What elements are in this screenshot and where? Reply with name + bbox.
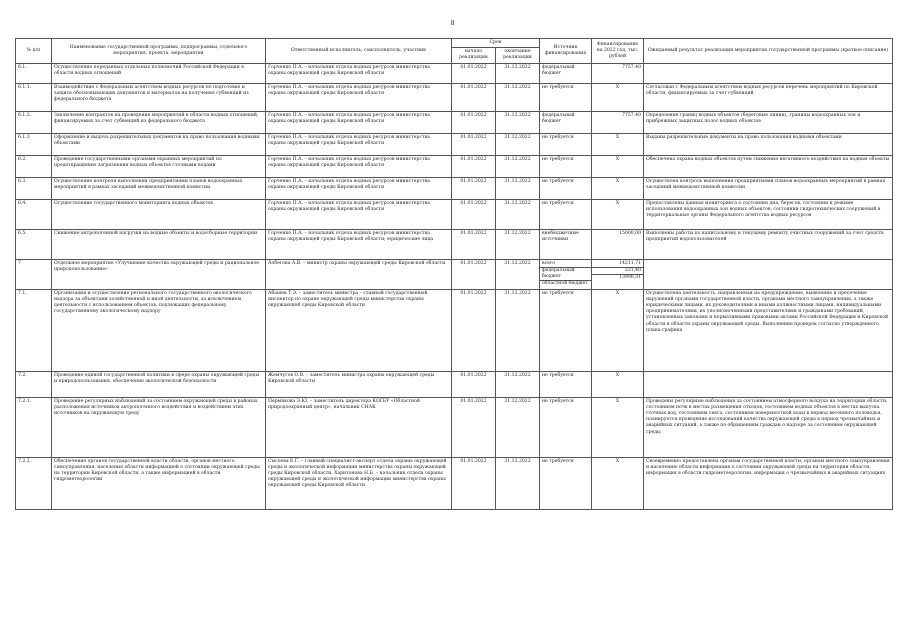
row-executor: Горченко П.А. – начальник отдела водных ресурсов министерства охраны окружающей среды Кировской области (266, 199, 452, 229)
row-executor: Горченко П.А. – начальник отдела водных ресурсов министерства охраны окружающей среды Кировской области (266, 133, 452, 155)
table-row (16, 397, 893, 457)
row-result: Согласован с Федеральным агентством водных ресурсов перечень мероприятий по Кировской области, финансируемых за счет субвенций (644, 83, 893, 111)
row-finance: 7757,40 (592, 63, 644, 83)
header-num: № п/п (16, 39, 52, 64)
row-name: Заключение контрактов на проведение мероприятий в области водных отношений, финансируемых за счет субвенций из федерального бюджета (52, 111, 266, 133)
header-name: Наименование государственной программы, подпрограммы, отдельного мероприятия, проекта, мероприятия (52, 39, 266, 64)
table-row (16, 371, 893, 397)
row-finance: Х (592, 289, 644, 371)
row-end: 31.12.2022 (496, 259, 540, 289)
row-executor: Горченко П.А. – начальник отдела водных ресурсов министерства охраны окружающей среды Кировской области (266, 83, 452, 111)
row-num: 7 (16, 259, 52, 289)
table-row (16, 83, 893, 111)
row-finance: Х (592, 371, 644, 397)
row-finance (592, 259, 644, 289)
row-end: 31.12.2022 (496, 199, 540, 229)
row-source-part: областной бюджет (540, 280, 591, 287)
row-finance: 7757,40 (592, 111, 644, 133)
program-table (15, 38, 893, 510)
row-start: 01.01.2022 (452, 289, 496, 371)
row-end: 31.12.2022 (496, 83, 540, 111)
row-executor: Горченко П.А. – начальник отдела водных ресурсов министерства охраны окружающей среды Кировской области; юридические лица (266, 229, 452, 259)
row-result: Выполнены работы по капитальному и текущему ремонту очистных сооружений за счет средств предприятий водопользователей (644, 229, 893, 259)
row-source: не требуется (540, 83, 592, 111)
row-end: 31.12.2022 (496, 133, 540, 155)
row-num: 7.2.2. (16, 457, 52, 509)
row-source: не требуется (540, 199, 592, 229)
row-end: 31.12.2022 (496, 177, 540, 199)
row-end: 31.12.2022 (496, 63, 540, 83)
row-source: не требуется (540, 133, 592, 155)
row-source-part: всего (542, 260, 556, 266)
row-executor: Жемчугов О.В. – заместитель министра охраны окружающей среды Кировской области (266, 371, 452, 397)
row-source-part: федеральный бюджет (540, 267, 591, 280)
row-result (644, 63, 893, 83)
row-end: 31.12.2022 (496, 155, 540, 177)
row-num: 6.1. (16, 63, 52, 83)
row-source: не требуется (540, 397, 592, 457)
row-finance: Х (592, 397, 644, 457)
row-num: 6.5. (16, 229, 52, 259)
row-source: внебюджетные источники (540, 229, 592, 259)
row-name: Осуществление переданных отдельных полномочий Российской Федерации в области водных отношений (52, 63, 266, 83)
row-finance-part: 14211,71 (619, 260, 641, 266)
row-start: 01.01.2022 (452, 259, 496, 289)
row-source: не требуется (540, 177, 592, 199)
row-start: 01.01.2022 (452, 199, 496, 229)
row-name: Обеспечение органов государственной власти области, органов местного самоуправления, населения области информацией о состоянии окружающей среды на территории Кировской области, а также информацией в области гидрометеорологии (52, 457, 266, 509)
row-source: не требуется (540, 457, 592, 509)
row-executor: Горченко П.А. – начальник отдела водных ресурсов министерства охраны окружающей среды Кировской области (266, 111, 452, 133)
row-finance-part: 13990,31 (592, 274, 643, 281)
table-row (16, 457, 893, 509)
row-source: не требуется (540, 155, 592, 177)
header-executor: Ответственный исполнитель, соисполнитель, участник (266, 39, 452, 64)
row-result (644, 371, 893, 397)
row-num: 6.1.3 (16, 133, 52, 155)
table-header-row (16, 39, 893, 48)
row-source: не требуется (540, 289, 592, 371)
row-name: Снижение антропогенной нагрузки на водные объекты и водосборные территории (52, 229, 266, 259)
table-row (16, 199, 893, 229)
row-result: Обеспечена охрана водных объектов путем снижения негативного воздействия на водные объекты (644, 155, 893, 177)
row-name: Оформление и выдача разрешительных документов на право пользования водными объектами (52, 133, 266, 155)
row-end: 31.12.2022 (496, 397, 540, 457)
row-start: 01.01.2022 (452, 457, 496, 509)
row-end: 31.12.2022 (496, 289, 540, 371)
row-executor: Сысоева Е.Г. – главный специалист-эксперт отдела охраны окружающей среды и экологической информации министерства охраны окружающей среды Кировской области, Харитонова Н.Б. – начальник отдела охраны окружающей среды и экологической информации министерства охраны окружающей среды Кировской области (266, 457, 452, 509)
row-finance: Х (592, 457, 644, 509)
table-row (16, 229, 893, 259)
row-start: 01.01.2022 (452, 63, 496, 83)
row-start: 01.01.2022 (452, 371, 496, 397)
row-finance: Х (592, 83, 644, 111)
row-end: 31.12.2022 (496, 371, 540, 397)
row-finance: Х (592, 133, 644, 155)
row-finance: Х (592, 177, 644, 199)
table-row (16, 63, 893, 83)
table-row (16, 289, 893, 371)
row-start: 01.01.2022 (452, 155, 496, 177)
row-end: 31.12.2022 (496, 111, 540, 133)
row-finance: Х (592, 199, 644, 229)
row-result: Своевременно предоставлена органам государственной власти, органам местного самоуправления и населению области информация о состоянии окружающей среды на территории области, информация в области гидрометеорологии, информация о чрезвычайных и аварийных ситуациях (644, 457, 893, 509)
row-result: Выданы разрешительные документы на право пользования водными объектами (644, 133, 893, 155)
table-row (16, 133, 893, 155)
row-name: Организация и осуществление регионального государственного экологического надзора за объектами хозяйственной и иной деятельности, за исключением деятельности с использованием объектов, подлежащих федеральному государственному экологическому надзору (52, 289, 266, 371)
row-source: не требуется (540, 371, 592, 397)
row-name: Осуществление контроля выполнения предприятиями планов водоохранных мероприятий в рамках заседаний межведомственной комиссии (52, 177, 266, 199)
row-name: Проведение регулярных наблюдений за состоянием окружающей среды в районах расположения источников антропогенного воздействия и воздействием этих источников на окружающую среду (52, 397, 266, 457)
row-finance: 15000,00 (592, 229, 644, 259)
row-finance: Х (592, 155, 644, 177)
row-num: 6.1.2. (16, 111, 52, 133)
row-result (644, 259, 893, 289)
row-num: 6.2. (16, 155, 52, 177)
row-result: Проведены регулярные наблюдения за состоянием атмосферного воздуха на территории области, состоянием почв в местах размещения отходов, состоянием водных объектов в местах выпуска сточных вод, состоянием снега, состоянием поверхностной воды в период весеннего половодья, планируется проведение исследований качества окружающей среды в период чрезвычайных и аварийных ситуаций, а также по обращениям граждан о надзоре за состоянием окружающей среды (644, 397, 893, 457)
row-executor: Горченко П.А. – начальник отдела водных ресурсов министерства охраны окружающей среды Кировской области (266, 63, 452, 83)
header-finance: Финансирование на 2022 год, тыс. рублей (592, 39, 644, 64)
row-name: Взаимодействие с Федеральным агентством водных ресурсов по подготовке и защите обосновывающих документов и материалов на получение субвенций из федерального бюджета (52, 83, 266, 111)
row-num: 6.4. (16, 199, 52, 229)
row-executor: Горченко П.А. – начальник отдела водных ресурсов министерства охраны окружающей среды Кировской области (266, 155, 452, 177)
row-end: 31.12.2022 (496, 229, 540, 259)
row-start: 01.01.2022 (452, 229, 496, 259)
row-num: 6.3. (16, 177, 52, 199)
row-result: Предоставлены данные мониторинга о состоянии дна, берегов, состоянии и режиме использования водоохранных зон водных объектов, состоянии гидротехнических сооружений в территориальные органы Федерального агентства водных ресурсов (644, 199, 893, 229)
row-finance-part: 221,40 (592, 267, 643, 274)
table-row (16, 155, 893, 177)
header-term: Срок (452, 39, 540, 48)
row-name: Проведение единой государственной политики в сфере охраны окружающей среды и природопользования, обеспечение экологической безопасности (52, 371, 266, 397)
page-number: 8 (450, 20, 455, 27)
row-executor: Албегова А.В. – министр охраны окружающей среды Кировской области (266, 259, 452, 289)
row-name: Отдельное мероприятие «Улучшение качества окружающей среды и рациональное природопользование» (52, 259, 266, 289)
row-start: 01.01.2022 (452, 177, 496, 199)
row-start: 01.01.2022 (452, 133, 496, 155)
row-num: 7.2. (16, 371, 52, 397)
row-name: Осуществление государственного мониторинга водных объектов (52, 199, 266, 229)
row-end: 31.12.2022 (496, 457, 540, 509)
row-result: Осуществлен контроль выполнения предприятиями планов водоохранных мероприятий в рамках заседаний межведомственной комиссии (644, 177, 893, 199)
table-body (16, 63, 893, 509)
row-executor: Горченко П.А. – начальник отдела водных ресурсов министерства охраны окружающей среды Кировской области (266, 177, 452, 199)
row-result: Определение границ водных объектов (береговые линии), границы водоохранных зон и прибрежных защитных полос водных объектов (644, 111, 893, 133)
table-row (16, 259, 893, 289)
header-end: окончание реализации (496, 48, 540, 63)
row-source: федеральный бюджет (540, 63, 592, 83)
header-result: Ожидаемый результат реализации мероприятия государственной программы (краткое описание) (644, 39, 893, 64)
row-num: 7.2.1. (16, 397, 52, 457)
table-row (16, 177, 893, 199)
row-executor: Абашев Т.Э. – заместитель министра – главный государственный инспектор по охране окружающей среды министерства охраны окружающей среды Кировской области (266, 289, 452, 371)
row-source: федеральный бюджет (540, 111, 592, 133)
row-executor: Пермякова Э.Ю. – заместитель директора КОГБУ «Областной природоохранный центр», начальник СНАК (266, 397, 452, 457)
row-start: 01.01.2022 (452, 83, 496, 111)
row-source (540, 259, 592, 289)
row-num: 7.1. (16, 289, 52, 371)
row-result: Осуществлена деятельность, направленная на предупреждение, выявление и пресечение нарушений органами государственной власти, органами местного самоуправления, а также юридическими лицами, их руководителями и иными должностными лицами, индивидуальными предпринимателями, их уполномоченными представителями и гражданами требований, установленных законами и нормативными правовыми актами Российской Федерации и Кировской области в области охраны окружающей среды. Выполнение проверок согласно утвержденного плана-графика (644, 289, 893, 371)
row-start: 01.01.2022 (452, 397, 496, 457)
row-start: 01.01.2022 (452, 111, 496, 133)
table-row (16, 111, 893, 133)
header-start: начало реализации (452, 48, 496, 63)
row-name: Проведение государственными органами охранных мероприятий по предотвращению загрязнения водных объектов сточными водами (52, 155, 266, 177)
row-num: 6.1.1. (16, 83, 52, 111)
header-source: Источник финансирования (540, 39, 592, 64)
